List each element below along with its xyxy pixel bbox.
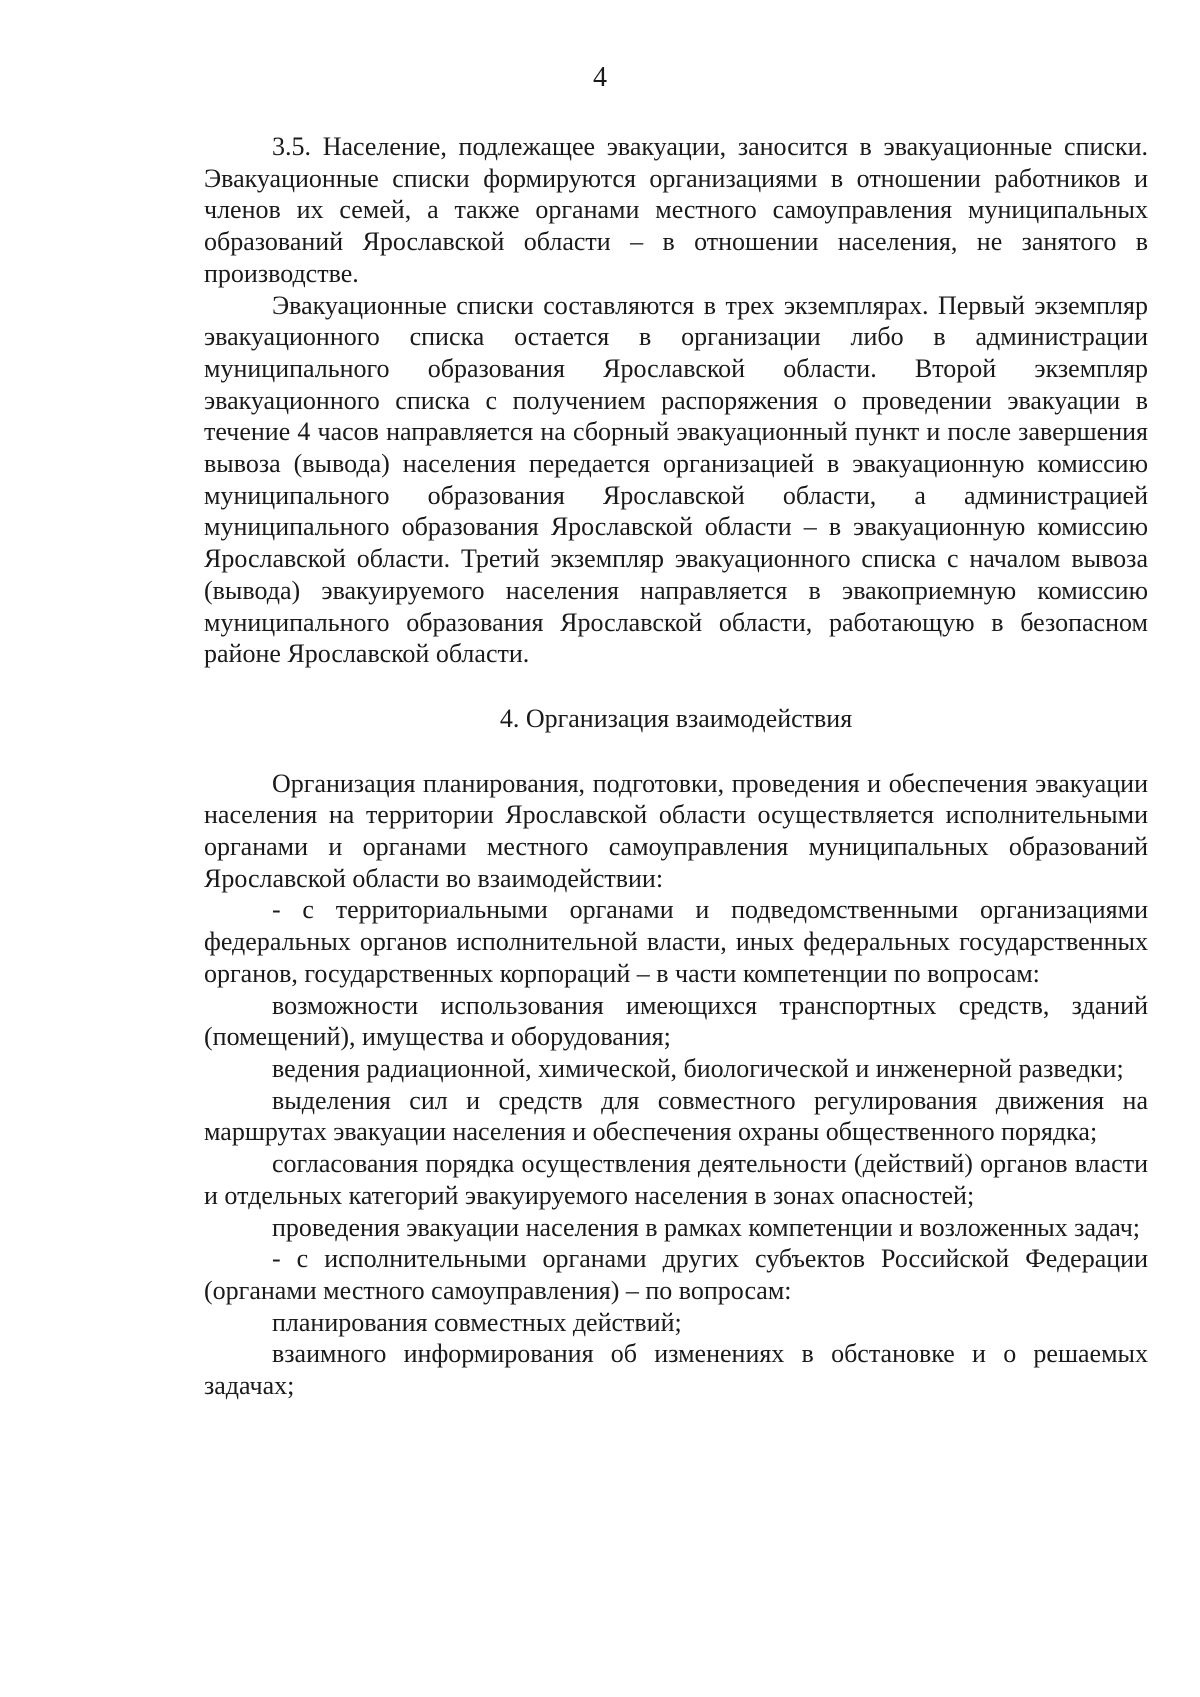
list-item-reconnaissance: ведения радиационной, химической, биологической и инженерной разведки; bbox=[272, 1053, 1124, 1083]
list-item-federal-bodies: - с территориальными органами и подведомственными организациями федеральных органов исполнительной власти, иных федеральных государственных органов, государственных корпораций – в части компетенции по вопросам: bbox=[204, 895, 1148, 988]
list-item-transport: возможности использования имеющихся транспортных средств, зданий (помещений), имущества и оборудования; bbox=[204, 990, 1148, 1052]
paragraph-3-5: 3.5. Население, подлежащее эвакуации, заносится в эвакуационные списки. Эвакуационные списки формируются организациями в отношении работников и членов их семей, а также органами местного самоуправления муниципальных образований Ярославской области – в отношении населения, не занятого в производстве. bbox=[204, 132, 1148, 288]
list-item-coordination: согласования порядка осуществления деятельности (действий) органов власти и отдельных категорий эвакуируемого населения в зонах опасностей; bbox=[204, 1149, 1148, 1210]
list-item-mutual-informing: взаимного информирования об изменениях в обстановке и о решаемых задачах; bbox=[204, 1339, 1148, 1401]
paragraph-interaction-intro: Организация планирования, подготовки, проведения и обеспечения эвакуации населения на территории Ярославской области осуществляется исполнительными органами и органами местного самоуправления муниципальных образований Ярославской области во взаимодействии: bbox=[204, 768, 1148, 893]
document-body bbox=[204, 131, 1148, 1402]
paragraph-evacuation-lists: Эвакуационные списки составляются в трех экземплярах. Первый экземпляр эвакуационного списка остается в организации либо в администрации муниципального образования Ярославской области. Второй экземпляр эвакуационного списка с получением распоряжения о проведении эвакуации в течение 4 часов направляется на сборный эвакуационный пункт и после завершения вывоза (вывода) населения передается организацией в эвакуационную комиссию муниципального образования Ярославской области, а администрацией муниципального образования Ярославской области – в эвакуационную комиссию Ярославской области. Третий экземпляр эвакуационного списка с началом вывоза (вывода) эвакуируемого населения направляется в эвакоприемную комиссию муниципального образования Ярославской области, работающую в безопасном районе Ярославской области. bbox=[204, 290, 1148, 669]
list-item-conducting-evacuation: проведения эвакуации населения в рамках компетенции и возложенных задач; bbox=[272, 1212, 1141, 1242]
list-item-other-subjects: - с исполнительными органами других субъектов Российской Федерации (органами местного самоуправления) – по вопросам: bbox=[204, 1244, 1148, 1305]
section-heading: 4. Организация взаимодействия bbox=[499, 703, 853, 733]
list-item-traffic-regulation: выделения сил и средств для совместного регулирования движения на маршрутах эвакуации населения и обеспечения охраны общественного порядка; bbox=[204, 1085, 1148, 1147]
list-item-joint-planning: планирования совместных действий; bbox=[272, 1307, 682, 1337]
page-number: 4 bbox=[593, 62, 607, 93]
